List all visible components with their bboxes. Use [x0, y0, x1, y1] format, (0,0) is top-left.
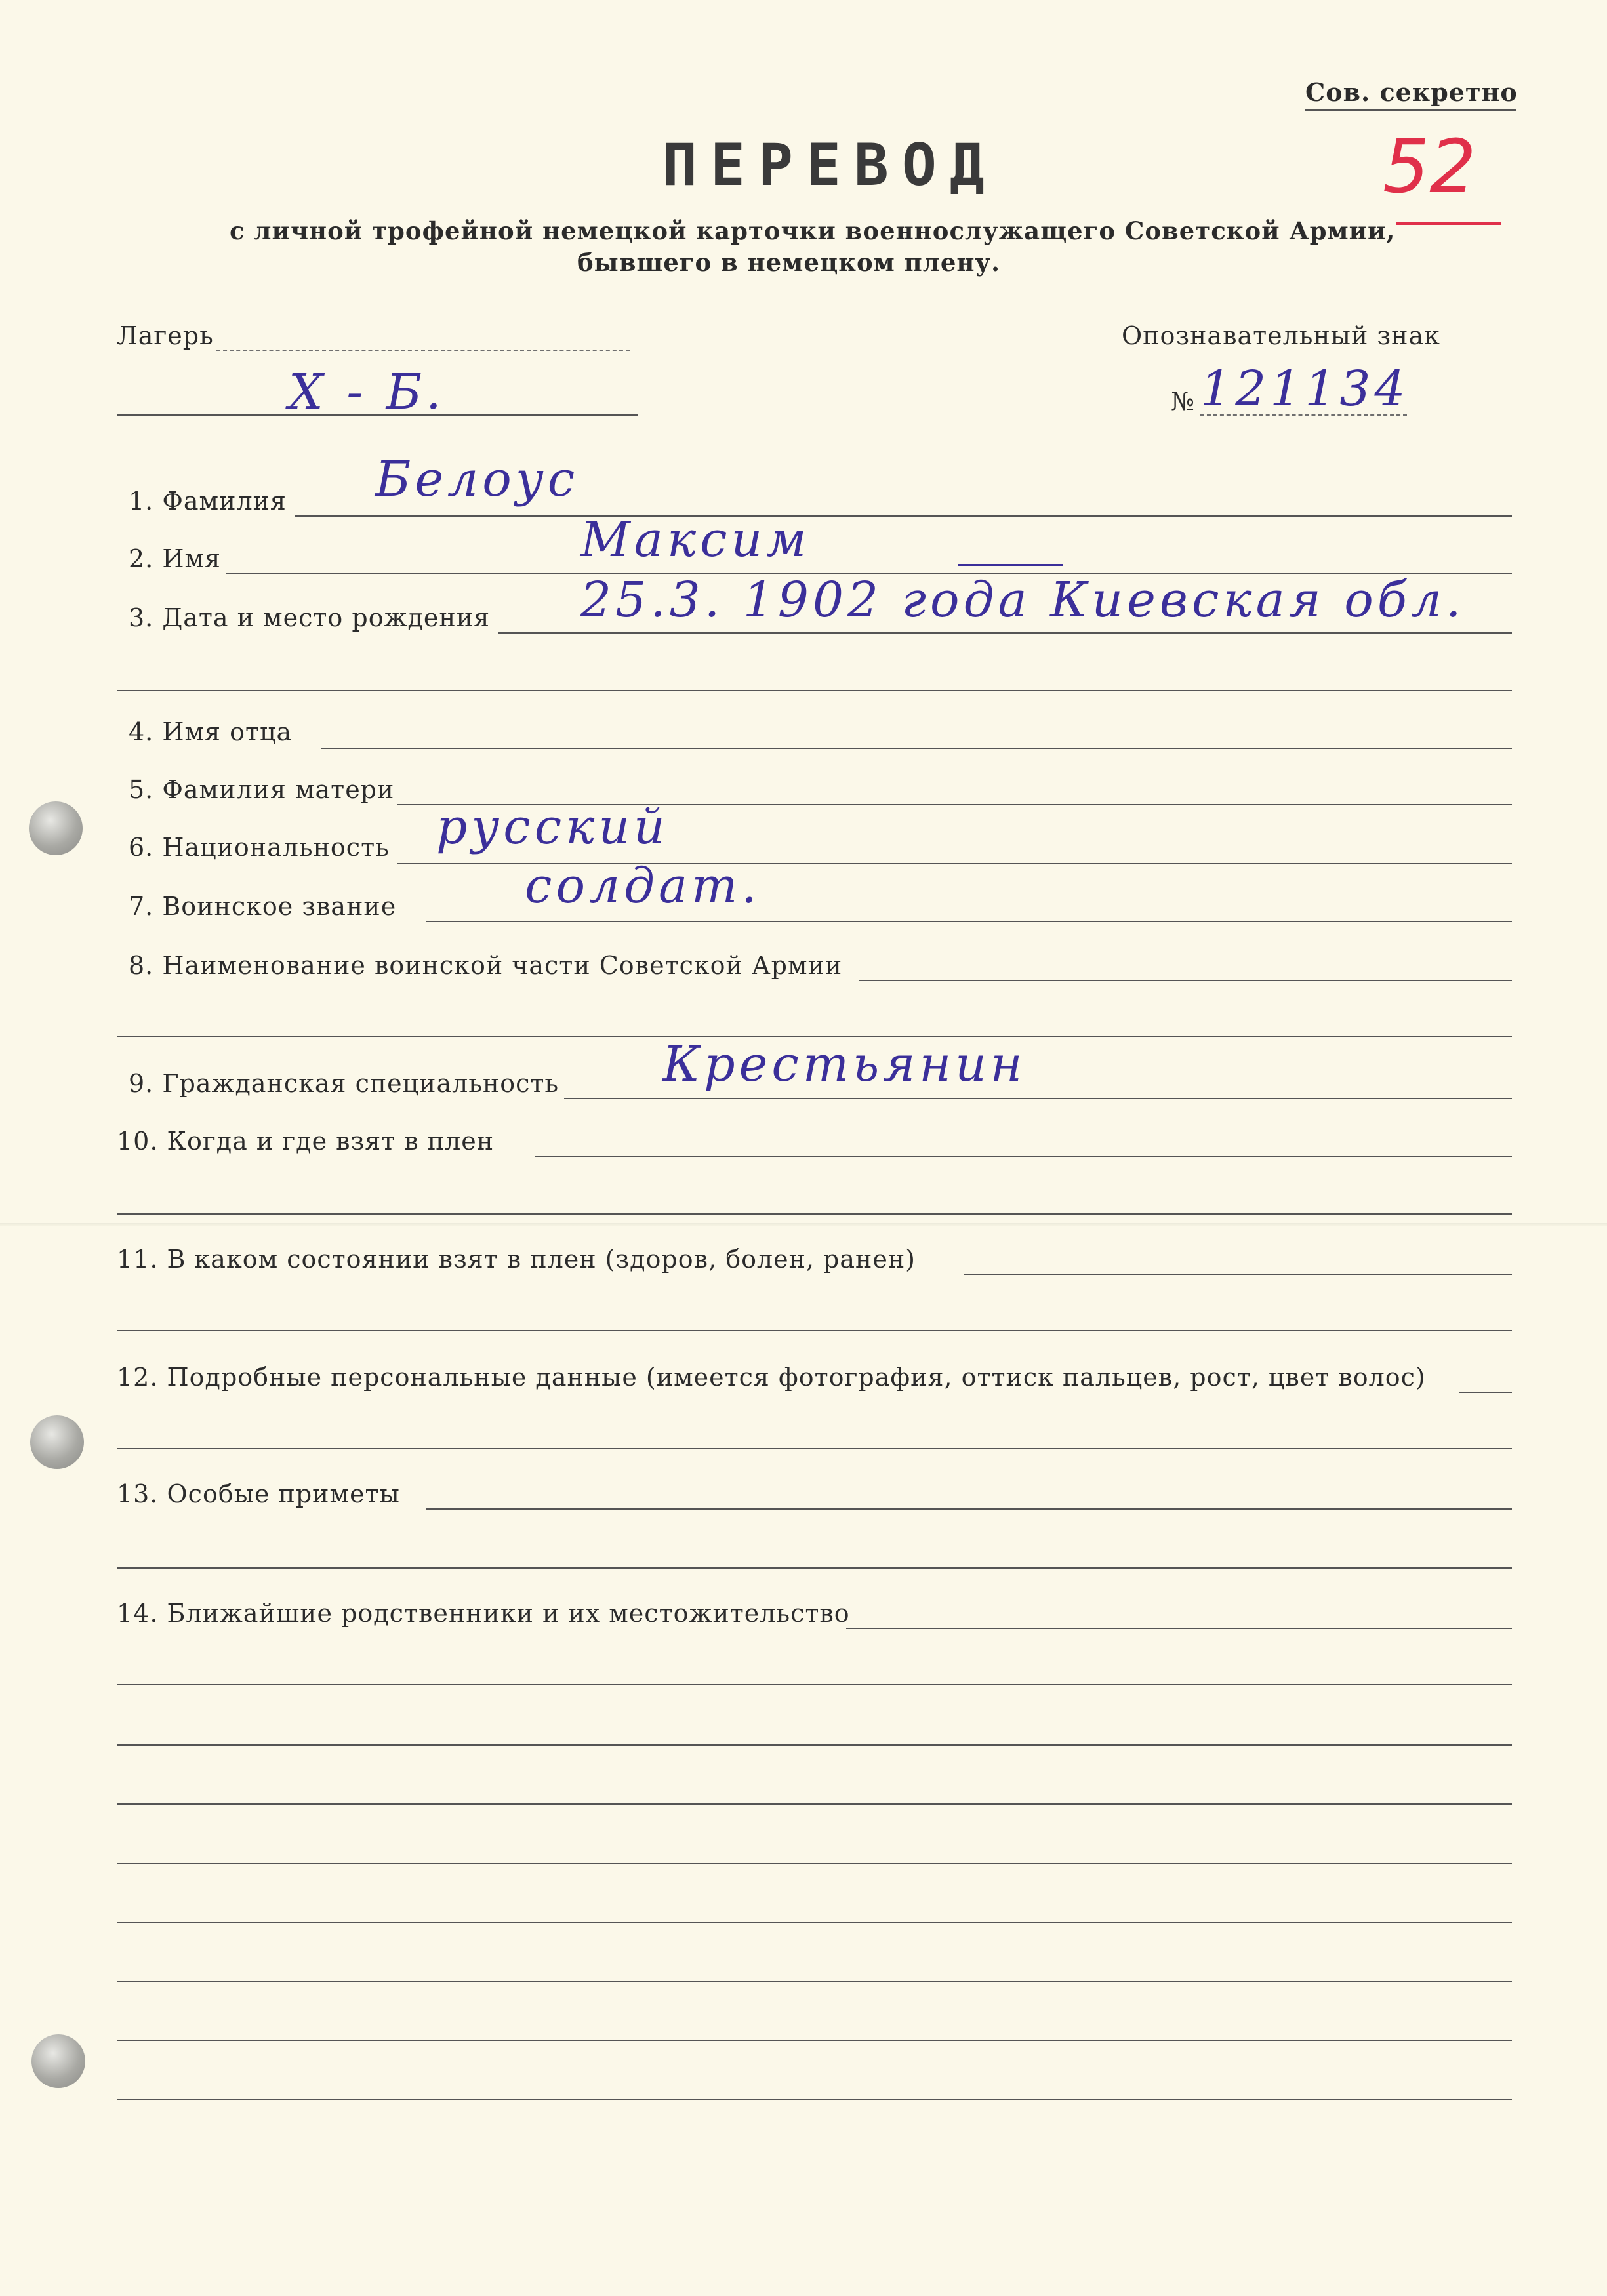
id-mark-dotted-line — [1200, 414, 1407, 416]
field-10-text: Когда и где взят в плен — [167, 1127, 495, 1156]
blank-line-3 — [117, 1803, 1512, 1805]
field-6-number: 6. — [129, 833, 154, 862]
field-2-number: 2. — [129, 544, 154, 573]
document-subtitle-line1: с личной трофейной немецкой карточки военнослужащего Советской Армии, — [230, 216, 1396, 245]
field-12-continuation-line — [117, 1448, 1512, 1449]
field-11-line — [964, 1274, 1512, 1275]
field-10-number: 10. — [117, 1127, 159, 1156]
field-14-text: Ближайшие родственники и их местожительство — [167, 1599, 850, 1628]
field-14-number: 14. — [117, 1599, 159, 1628]
blank-line-5 — [117, 1922, 1512, 1923]
camp-dotted-line — [216, 350, 630, 351]
field-1-number: 1. — [129, 487, 154, 515]
field-9-value: Крестьянин — [662, 1036, 1027, 1093]
field-3-value: 25.3. 1902 года Киевская обл. — [580, 572, 1465, 628]
id-mark-number-prefix: № — [1171, 387, 1195, 416]
field-1-line — [295, 515, 1512, 517]
field-7-number: 7. — [129, 892, 154, 921]
blank-line-2 — [117, 1744, 1512, 1746]
field-4-text: Имя отца — [162, 717, 293, 746]
classification-underline — [1305, 109, 1516, 111]
field-6-text: Национальность — [162, 833, 390, 862]
field-2-label — [129, 544, 221, 573]
blank-line-4 — [117, 1863, 1512, 1864]
blank-line-1 — [117, 1684, 1512, 1685]
field-5-label — [129, 775, 394, 804]
field-13-label — [117, 1480, 400, 1508]
field-10-line — [535, 1156, 1512, 1157]
field-8-line — [859, 980, 1512, 981]
field-4-number: 4. — [129, 717, 154, 746]
field-12-line — [1459, 1392, 1512, 1393]
field-14-line — [846, 1628, 1512, 1629]
field-11-label — [117, 1245, 916, 1274]
blank-line-7 — [117, 2040, 1512, 2041]
camp-label: Лагерь — [117, 321, 214, 350]
camp-line — [117, 414, 638, 416]
field-6-label — [129, 833, 390, 862]
field-13-number: 13. — [117, 1480, 159, 1508]
field-2-value: Максим — [580, 512, 811, 568]
punch-hole-middle — [30, 1415, 84, 1469]
field-5-text: Фамилия матери — [162, 775, 395, 804]
field-8-text: Наименование воинской части Советской Армии — [162, 951, 843, 980]
field-4-label — [129, 717, 292, 746]
field-3-text: Дата и место рождения — [162, 603, 491, 632]
field-12-text: Подробные персональные данные (имеется фотография, оттиск пальцев, рост, цвет волос) — [167, 1363, 1426, 1392]
field-1-value: Белоус — [375, 451, 579, 508]
field-7-label — [129, 892, 396, 921]
punch-hole-bottom — [31, 2034, 85, 2088]
blank-line-6 — [117, 1981, 1512, 1982]
id-mark-label: Опознавательный знак — [1122, 321, 1440, 350]
field-9-number: 9. — [129, 1069, 154, 1098]
field-10-continuation-line — [117, 1213, 1512, 1215]
field-5-number: 5. — [129, 775, 154, 804]
classification-stamp — [1305, 77, 1518, 107]
paper-fold — [0, 1223, 1607, 1226]
field-12-label — [117, 1363, 1426, 1392]
field-11-number: 11. — [117, 1245, 159, 1274]
punch-hole-top — [29, 801, 83, 855]
field-9-line — [564, 1098, 1512, 1099]
field-14-label — [117, 1599, 850, 1628]
classification-text: Сов. секретно — [1305, 77, 1518, 107]
field-3-number: 3. — [129, 603, 154, 632]
field-9-label — [129, 1069, 559, 1098]
field-13-text: Особые приметы — [167, 1480, 400, 1508]
field-7-text: Воинское звание — [162, 892, 397, 921]
page-number: 52 — [1383, 125, 1476, 210]
field-3-label — [129, 603, 490, 632]
field-1-text: Фамилия — [162, 487, 287, 515]
field-7-value: солдат. — [525, 858, 761, 914]
field-6-value: русский — [436, 799, 669, 855]
field-13-continuation-line — [117, 1567, 1512, 1569]
field-12-number: 12. — [117, 1363, 159, 1392]
document-title: ПЕРЕВОД — [662, 131, 998, 199]
blank-line-8 — [117, 2099, 1512, 2100]
field-2-text: Имя — [162, 544, 222, 573]
field-8-number: 8. — [129, 951, 154, 980]
field-3-line — [498, 632, 1512, 634]
field-1-label — [129, 487, 287, 515]
field-4-line — [321, 748, 1512, 749]
page-number-underline — [1396, 222, 1501, 225]
field-10-label — [117, 1127, 494, 1156]
field-7-line — [426, 921, 1512, 922]
field-11-continuation-line — [117, 1330, 1512, 1331]
field-11-text: В каком состоянии взят в плен (здоров, болен, ранен) — [167, 1245, 916, 1274]
field-3-continuation-line — [117, 690, 1512, 691]
field-13-line — [426, 1508, 1512, 1510]
id-mark-value: 121134 — [1200, 361, 1410, 417]
camp-value: Х - Б. — [289, 364, 445, 420]
handwriting-underline-name — [958, 564, 1063, 566]
field-9-text: Гражданская специальность — [162, 1069, 559, 1098]
document-subtitle-line2: бывшего в немецком плену. — [577, 248, 1001, 277]
field-8-label — [129, 951, 842, 980]
